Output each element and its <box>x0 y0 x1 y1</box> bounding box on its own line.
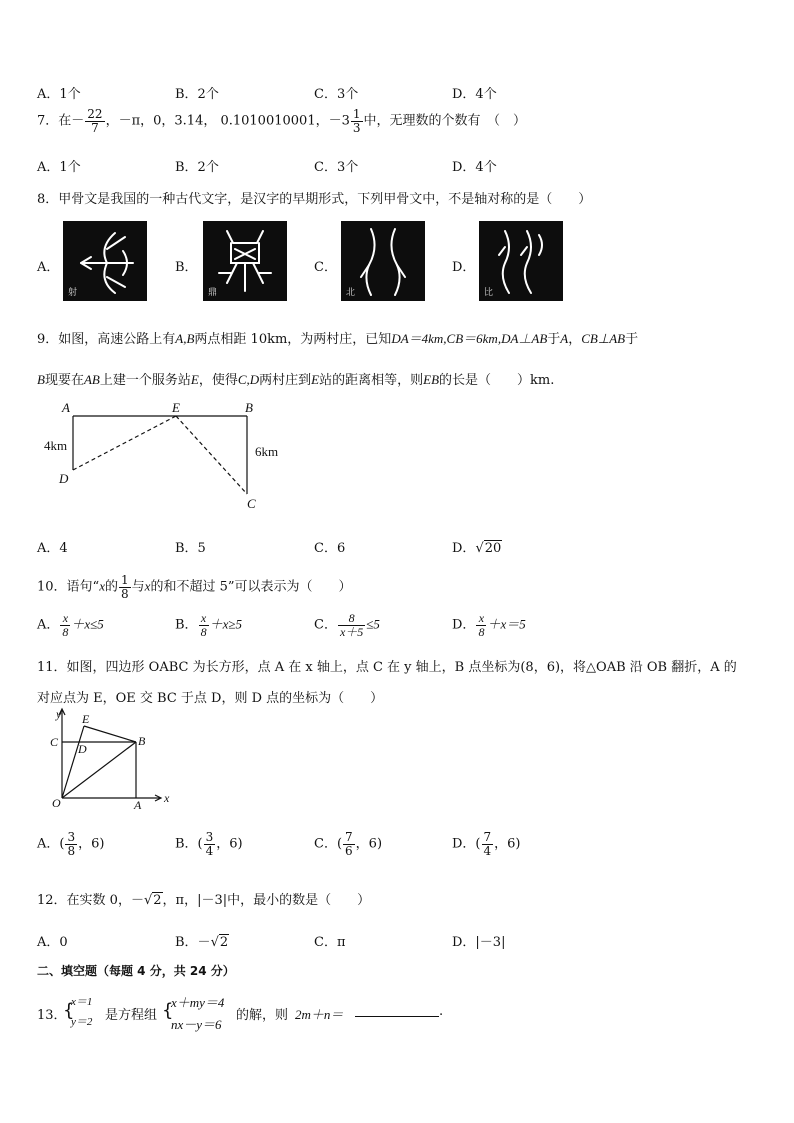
q13-sys2-eq2: nx－y＝6 <box>171 1017 222 1032</box>
q9-text: ， <box>568 332 582 347</box>
q10-option-b <box>175 612 242 638</box>
frac-num: x <box>476 612 486 626</box>
q9-option-b: B．5 <box>175 541 206 556</box>
q7-option-c: C．3个 <box>314 160 359 175</box>
label-y: y <box>56 707 62 721</box>
label-c: C <box>247 496 256 511</box>
q9-text: 于 <box>547 332 561 347</box>
q9-text: 现要在 <box>44 373 84 388</box>
q9-var: A <box>560 331 569 346</box>
label-d: D <box>78 742 87 756</box>
q11-b-frac <box>204 831 216 857</box>
q13-expr: 2m＋n＝ <box>295 1007 344 1022</box>
oracle-glyph-bei <box>341 221 425 301</box>
q8-label-a: A． <box>37 260 60 275</box>
q13-sys1-eq1: x＝1 <box>71 996 93 1008</box>
q7-tail: 中，无理数的个数有 （ ） <box>363 113 527 129</box>
label-4km: 4km <box>44 438 68 453</box>
q7-neg: － <box>71 113 85 129</box>
frac-den: 6 <box>345 843 353 858</box>
q7-frac2-den: 3 <box>352 120 361 135</box>
q13-sys1-eq2: y＝2 <box>71 1016 93 1028</box>
q12-option-a: A．0 <box>37 935 68 950</box>
q11-tail: ，6) <box>216 836 243 852</box>
question-10 <box>37 574 352 600</box>
q6-option-a: A．1个 <box>37 87 81 102</box>
q10-frac-num: 1 <box>121 573 129 587</box>
q9-var: DA＝4km,CB＝6km,DA⊥AB <box>391 331 548 346</box>
q11-label: B．( <box>175 836 203 852</box>
q9-option-d-label: D． <box>452 541 476 556</box>
q10-frac-den: 8 <box>121 586 129 601</box>
question-9-line1 <box>37 328 638 347</box>
q11-label: D．( <box>452 836 481 852</box>
question-12: 12．在实数 0，－√2，π，|－3|中，最小的数是（ ） <box>37 893 371 908</box>
q9-option-a: A．4 <box>37 541 68 556</box>
q11-a-frac <box>65 831 77 857</box>
label-d: D <box>59 471 69 486</box>
glyph-caption-c: 北 <box>346 288 356 298</box>
q10-d-frac <box>476 612 486 638</box>
q9-var: E <box>190 372 199 387</box>
q11-tail: ，6) <box>355 836 383 852</box>
q9-var: B <box>37 372 45 387</box>
q11-option-d <box>452 831 520 857</box>
q11-option-a <box>37 831 104 857</box>
q12-text: 12．在实数 0，－ <box>37 893 144 908</box>
q9-var: CB⊥AB <box>581 331 626 346</box>
q10-label: A． <box>37 617 60 633</box>
label-b: B <box>138 734 146 748</box>
q9-text: 两点相距 10km，为两村庄，已知 <box>194 332 392 347</box>
q8-label-d: D． <box>452 260 476 275</box>
q11-option-b <box>175 831 243 857</box>
frac-num: 8 <box>338 612 365 626</box>
question-9-line2 <box>37 369 554 388</box>
q12-option-b: B．－√2 <box>175 935 229 950</box>
sqrt-2: 2 <box>153 893 162 908</box>
q10-c-tail: ≤5 <box>366 616 380 632</box>
q10-label: C． <box>314 617 337 633</box>
q11-c-frac <box>343 831 355 857</box>
q10-option-a <box>37 612 104 638</box>
q13-tail: 的解，则 <box>236 1008 289 1023</box>
q10-var-x: x <box>99 578 105 594</box>
label-6km: 6km <box>255 444 279 459</box>
q9-var: A,B <box>175 331 195 346</box>
label-o: O <box>52 796 61 810</box>
frac-num: 7 <box>483 830 492 844</box>
q10-text: 的和不超过 5”可以表示为（ ） <box>150 579 352 595</box>
segment-de <box>73 416 176 470</box>
label-e: E <box>82 712 90 726</box>
q12-text: ，π，|－3|中，最小的数是（ ） <box>162 893 371 908</box>
q7-fraction <box>85 108 104 134</box>
q7-mid: ，－π，0，3.14， 0.1010010001，－3 <box>105 113 350 129</box>
q13-end: . <box>439 1004 444 1019</box>
q10-text: 与 <box>131 579 145 595</box>
q10-b-tail: ＋x≥5 <box>209 616 242 632</box>
q10-a-tail: ＋x≤5 <box>71 616 104 632</box>
oracle-glyph-she <box>63 221 147 301</box>
q10-label: B． <box>175 617 198 633</box>
frac-num: 7 <box>345 830 353 844</box>
question-8-text: 8．甲骨文是我国的一种古代文字，是汉字的早期形式，下列甲骨文中，不是轴对称的是（ ） <box>37 192 592 207</box>
label-a: A <box>134 798 142 812</box>
glyph-caption-a: 射 <box>68 288 78 298</box>
q11-label: A．( <box>37 836 65 852</box>
q7-frac2-num: 1 <box>352 107 361 121</box>
q10-label: D． <box>452 617 476 633</box>
q10-c-frac <box>338 612 365 638</box>
segment-ec <box>176 416 247 494</box>
q9-text: 9．如图，高速公路上有 <box>37 332 176 347</box>
q9-text: 于 <box>625 332 639 347</box>
q11-figure <box>40 706 180 814</box>
sqrt-2: 2 <box>219 935 229 950</box>
q9-var: C,D <box>237 372 260 387</box>
q9-text: 的长是（ ）km. <box>439 373 555 388</box>
frac-den: 4 <box>205 843 214 858</box>
frac-den: 4 <box>483 843 492 858</box>
q11-d-frac <box>482 831 494 857</box>
q13-mid: 是方程组 <box>105 1008 158 1023</box>
q11-label: C．( <box>314 836 343 852</box>
q10-b-frac <box>199 612 209 638</box>
question-7 <box>37 108 526 134</box>
q10-fraction <box>119 574 131 600</box>
q7-frac-den: 7 <box>91 120 99 135</box>
label-x: x <box>164 791 170 805</box>
frac-den: 8 <box>478 624 485 639</box>
segment-eb <box>84 726 136 742</box>
q13-sys2-eq1: x＋my＝4 <box>171 995 225 1010</box>
glyph-caption-b: 鼎 <box>208 288 218 298</box>
q7-option-d: D．4个 <box>452 160 497 175</box>
q9-text: ，使得 <box>198 373 238 388</box>
q11-tail: ，6) <box>494 836 521 852</box>
q9-var: E <box>311 372 320 387</box>
q11-option-c <box>314 831 382 857</box>
q12-option-b-label: B．－ <box>175 935 211 950</box>
q7-option-b: B．2个 <box>175 160 219 175</box>
label-c: C <box>50 735 59 749</box>
frac-num: x <box>199 612 209 626</box>
q9-var: AB <box>83 372 100 387</box>
q12-option-d: D．|－3| <box>452 935 506 950</box>
q9-option-c: C．6 <box>314 541 346 556</box>
frac-den: 8 <box>62 624 69 639</box>
q9-figure <box>40 398 300 516</box>
q9-text: 站的距离相等，则 <box>319 373 424 388</box>
question-11-line1: 11．如图，四边形 OABC 为长方形，点 A 在 x 轴上，点 C 在 y 轴上，B 点坐标为(8，6)，将△OAB 沿 OB 翻折，A 的 <box>37 660 737 675</box>
q13-num: 13． <box>37 1008 67 1023</box>
q8-label-c: C． <box>314 260 337 275</box>
frac-num: x <box>60 612 70 626</box>
q9-text: 上建一个服务站 <box>99 373 191 388</box>
q10-option-c <box>314 612 380 638</box>
glyph-caption-d: 比 <box>484 288 494 298</box>
segment-oe <box>62 726 84 798</box>
q6-option-d: D．4个 <box>452 87 497 102</box>
frac-den: 8 <box>67 843 76 858</box>
q9-text: 两村庄到 <box>259 373 312 388</box>
q10-text: 10．语句“ <box>37 579 100 595</box>
frac-num: 3 <box>205 830 214 844</box>
q10-d-tail: ＋x＝5 <box>487 616 526 632</box>
oracle-glyph-ding <box>203 221 287 301</box>
sqrt-20: 20 <box>484 541 502 556</box>
frac-num: 3 <box>67 830 76 844</box>
brace-icon: { <box>162 1000 174 1021</box>
q6-option-c: C．3个 <box>314 87 359 102</box>
segment-ob <box>62 742 136 798</box>
q10-text: 的 <box>104 579 118 595</box>
q12-option-c: C．π <box>314 935 346 950</box>
section-heading-fill-blank: 二、填空题（每题 4 分，共 24 分） <box>37 964 235 978</box>
question-11-line2: 对应点为 E，OE 交 BC 于点 D，则 D 点的坐标为（ ） <box>37 691 384 706</box>
q9-option-d: D．√20 <box>452 541 502 556</box>
q10-a-frac <box>60 612 70 638</box>
answer-blank[interactable] <box>355 1004 439 1017</box>
q7-frac-num: 22 <box>87 107 103 121</box>
q7-fraction2 <box>351 108 363 134</box>
q10-option-d <box>452 612 526 638</box>
q7-num: 7．在 <box>37 113 72 129</box>
label-b: B <box>245 400 253 415</box>
label-e: E <box>172 400 180 415</box>
q7-option-a: A．1个 <box>37 160 81 175</box>
label-a: A <box>62 400 70 415</box>
frac-den: x＋5 <box>339 624 364 639</box>
q10-var-x: x <box>144 578 151 594</box>
frac-den: 8 <box>200 624 207 639</box>
q11-tail: ，6) <box>78 836 105 852</box>
q8-label-b: B． <box>175 260 198 275</box>
q6-option-b: B．2个 <box>175 87 219 102</box>
brace-icon: { <box>63 1000 75 1021</box>
oracle-glyph-bi <box>479 221 563 301</box>
q9-var: EB <box>423 372 440 387</box>
